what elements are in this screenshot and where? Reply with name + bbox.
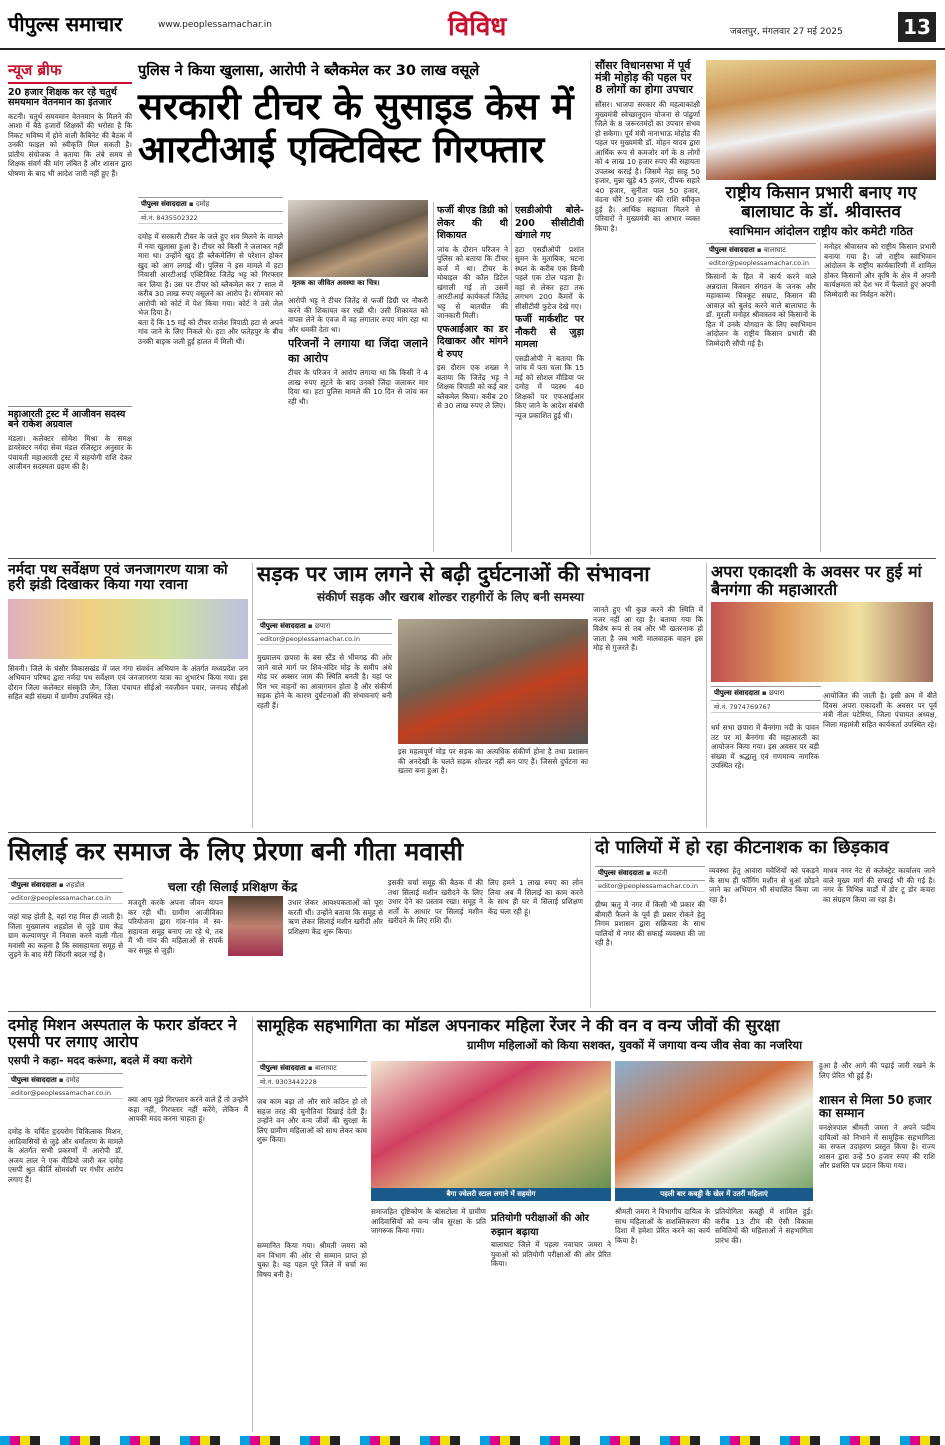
ranger-subhead: प्रतियोगी परीक्षाओं की ओर रुझान बढ़ाया <box>491 1213 589 1238</box>
pesticide-body-col2: व्यवस्था हेतु आवारा मवेशियों को पकड़ने के साथ ही फॉगिंग मशीन से धुआं छोड़ने जाने का अभियान भी संचालित किया जा रहा है। <box>709 866 819 904</box>
traffic-story: सड़क पर जाम लगने से बढ़ी दुर्घटनाओं की संभावना संकीर्ण सड़क और खराब शोल्डर राहगीरों के लिए बनी समस्या पीपुल्स संवाददाता ▪ छपारा editor@peoplessamachar.co.in मुख्यालय छपारा के बस स्टैंड से भीमगढ़ की ओर जाने वाले मार्ग पर शिव-मंदिर मोड़ के समीप अंधे मोड़ पर अक्सर जाम की स्थिति बनती है। यहां पर दिन भर वाहनों का आवागमन होता है और संकीर्ण सड़क होने के कारण दुर्घटनाओं की संभावनाएं बनी रहती हैं। इस महत्वपूर्ण मोड़ पर सड़क का अत्यधिक संकीर्ण होना है तथा प्रशासन की अनदेखी के चलते सड़क शोल्डर नहीं बन पाए हैं। जिससे दुर्घटना का खतरा बना हुआ है। जानते हुए भी कुछ करने की स्थिति में नजर नहीं आ रहा है। बताया गया कि विशेष रूप से तब और भी खतरनाक हो जाता है जब भारी मालवाहक वाहन इस मोड़ से गुजरते हैं। <box>252 563 702 828</box>
traffic-body-col2: इस महत्वपूर्ण मोड़ पर सड़क का अत्यधिक संकीर्ण होना है तथा प्रशासन की अनदेखी के चलते सड़क शोल्डर नहीं बन पाए हैं। जिससे दुर्घटना का खतरा बना हुआ है। <box>398 747 588 775</box>
lead-col1b-text: बता दें कि 15 मई को टीचर राजेश त्रिपाठी हटा से अपने गांव जाने के लिए निकले थे। हटा और फतेहपुर के बीच उनकी बाइक जली हुई हालत में मिली थी। <box>138 317 283 346</box>
byline-place: दमोह <box>195 200 210 208</box>
ranger-photo-caption: बैगा ज्वेलरी स्टाल लगाने में सहयोग <box>371 1188 611 1201</box>
lead-subhead: एफआईआर का डर दिखाकर और मांगने थे रुपए <box>437 323 508 360</box>
byline-mobile: मो.नं. 9303442228 <box>257 1076 367 1088</box>
lead-col2-text: आरोपी भट्ट ने टीचर जितेंद्र से फर्जी डिग्री पर नौकरी करने की शिकायत कर रखी थी। उसी शिकायत को वापस लेने के एवज में वह लगातार रुपए मांग रहा था और धमकी देता था। <box>288 296 428 334</box>
lead-photo-caption: मृतक का जीवित अवस्था का चित्र। <box>288 277 428 290</box>
byline-email: editor@peoplessamachar.co.in <box>8 1088 123 1099</box>
ranger-body-col4: बालाघाट जिले में पहला नवाचार जमरा ने युवाओं को प्रतियोगी परीक्षाओं की ओर प्रेरित किया। <box>491 1240 611 1268</box>
ranger-sidebar <box>819 1061 935 1431</box>
lead-col4 <box>511 202 584 552</box>
lead-kicker: पुलिस ने किया खुलासा, आरोपी ने ब्लैकमेल कर 30 लाख वसूले <box>138 63 480 79</box>
brief-body: कटनी। चतुर्थ समयमान वेतनमान के मिलने की आशा में बैठे हजारों शिक्षकों की भरोसा है कि निकट भविष्य में होने वाली कैबिनेट की बैठक में उनकी फाइल को स्वीकृति मिल सकती है। प्रांतीय संयोजक ने बताया कि लंबे समय से शिक्षक संवर्ग की मांग लंबित है और शासन द्वारा घोषणा के बाद भी आदेश जारी नहीं हुए हैं। <box>8 111 132 178</box>
pesticide-body-col1: ग्रीष्म ऋतु में नगर में किसी भी प्रकार की बीमारी फैलने के पूर्व ही प्रसार रोकने हेतु निगम प्रशासन द्वारा सक्रियता के साथ पालियों में नगर की सफाई व्यवस्था की जा रही है। <box>595 900 705 947</box>
geeta-body-col3: उधार लेकर आवश्यकताओं को पूरा करती थीं। उन्होंने बताया कि समूह से ऋण लेकर सिलाई मशीन खरीदी और प्रशिक्षण केंद्र शुरू किया। <box>288 898 383 936</box>
lead-headline: सरकारी टीचर के सुसाइड केस में आरटीआई एक्टिविस्ट गिरफ्तार <box>138 85 574 171</box>
ranger-body-col2: सम्मानित किया गया। श्रीमती जमरा को वन विभाग की ओर से सम्मान प्राप्त हो चुका है। यह पहल पूरे जिले में चर्चा का विषय बनी है। <box>257 1241 367 1279</box>
byline-mobile: मो.नं. 7974769767 <box>711 701 821 713</box>
traffic-subheadline: संकीर्ण सड़क और खराब शोल्डर राहगीरों के लिए बनी समस्या <box>317 590 584 605</box>
byline-place: शहडोल <box>65 881 85 889</box>
kisan-subheadline: स्वाभिमान आंदोलन राष्ट्रीय कोर कमेटी गठित <box>729 224 913 239</box>
byline-name: पीपुल्स संवाददाता <box>11 1076 57 1085</box>
byline-name: पीपुल्स संवाददाता <box>260 1064 306 1072</box>
traffic-photo <box>398 619 588 744</box>
page-number: 13 <box>898 12 936 42</box>
byline-place: कटनी <box>652 869 668 877</box>
pesticide-story: दो पालियों में हो रहा कीटनाशक का छिड़काव पीपुल्स संवाददाता ▪ कटनी editor@peoplessamachar.co.in ग्रीष्म ऋतु में नगर में किसी भी प्रकार की बीमारी फैलने के पूर्व ही प्रसार रोकने हेतु निगम प्रशासन द्वारा सक्रियता के साथ पालियों में नगर की सफाई व्यवस्था की जा रही है। व्यवस्था हेतु आवारा मवेशियों को पकड़ने के साथ ही फॉगिंग मशीन से धुआं छोड़ने जाने का अभियान भी संचालित किया जा रहा है। माधव नगर नेट से कलेक्ट्रेट कार्यालय जाने वाले मुख्य मार्ग की सफाई भी की गई है। नगर के विभिन्न वार्डों में डोर टू डोर कचरा का संग्रहण किया जा रहा है। <box>590 838 936 1008</box>
lead-col2b-text: टीचर के परिजन ने आरोप लगाया था कि किसी ने 4 लाख रुपए लूटने के बाद उनको जिंदा जलाकर मार दिया था। हटा पुलिस मामले की 10 दिन से जांच कर रही थी। <box>288 368 428 406</box>
kisan-body-col2: मनोहर श्रीवास्तव को राष्ट्रीय किसान प्रभारी बनाया गया है। जो राष्ट्रीय स्वाभिमान आंदोलन के राष्ट्रीय कार्यकारिणी में शामिल होकर किसानों और कृषि के क्षेत्र में अपनी कार्यक्षमता को देश भर में फैलाते हुए अपनी जिम्मेदारी का निर्वहन करेंगे। <box>820 242 936 552</box>
damoh-doctor-story: दमोह मिशन अस्पताल के फरार डॉक्टर ने एसपी पर लगाए आरोप एसपी ने कहा- मदद करूंगा, बदले में क्या करोगे पीपुल्स संवाददाता ▪ दमोह editor@peoplessamachar.co.in दमोह के चर्चित हृदयरोग चिकित्सक मिशन, आदिवासियों से जुड़े और धर्मांतरण के मामले के अंतर्गत सभी प्रकरणों में आरोपी डॉ. अजय लाल ने एक वीडियो जारी कर दमोह एसपी श्रुत कीर्ति सोमवंशी पर गंभीर आरोप लगाए हैं। क्या आप मुझे गिरफ्तार करने वाले हैं तो उन्होंने कहा नहीं, गिरफ्तार नहीं करेंगे, लेकिन मैं आपकी मदद करना चाहता हूं। <box>8 1017 248 1432</box>
lead-col3-text: जांच के दौरान परिजन ने पुलिस को बताया कि टीचर कर्ज में था। टीचर के मोबाइल की कॉल डिटेल खंगाली गई तो उसमें आरटीआई कार्यकर्ता जितेंद्र भट्ट से बातचीत की जानकारी मिली। <box>437 244 508 321</box>
narmada-headline: नर्मदा पथ सर्वेक्षण एवं जनजागरण यात्रा को हरी झंडी दिखाकर किया गया रवाना <box>8 562 228 594</box>
news-brief-label: न्यूज ब्रीफ <box>8 60 132 84</box>
ranger-body-col5: श्रीमती जमरा ने विभागीय दायित्व के साथ महिलाओं के सशक्तिकरण की दिशा में हमेशा प्रेरित करने का कार्य किया है। <box>615 1207 710 1245</box>
lead-col2 <box>288 296 428 552</box>
damoh-body-col1: दमोह के चर्चित हृदयरोग चिकित्सक मिशन, आदिवासियों से जुड़े और धर्मांतरण के मामले के अंतर्गत सभी प्रकरणों में आरोपी डॉ. अजय लाल ने एक वीडियो जारी कर दमोह एसपी श्रुत कीर्ति सोमवंशी पर गंभीर आरोप लगाए हैं। <box>8 1127 123 1184</box>
byline-name: पीपुल्स संवाददाता <box>260 622 306 630</box>
byline-place: दमोह <box>65 1076 80 1085</box>
saunsar-story <box>590 60 700 555</box>
masthead <box>0 0 945 50</box>
ranger-body-col6: प्रतियोगिता कबड्डी में शामिल हुई। करीब 13 टीम की ऐसी विकास समितियों की महिलाओं ने सहभागिता प्रारंभ की। <box>715 1207 813 1245</box>
ranger-headline: सामूहिक सहभागिता का मॉडल अपनाकर महिला रेंजर ने की वन व वन्य जीवों की सुरक्षा <box>257 1016 780 1035</box>
damoh-headline: दमोह मिशन अस्पताल के फरार डॉक्टर ने एसपी पर लगाए आरोप <box>8 1016 237 1052</box>
award-body: वनक्षेत्रपाल श्रीमती जमरा ने अपने पदीय दायित्वों को निभाने में सामूहिक सहभागिता का सफल उदाहरण प्रस्तुत किया है। राज्य शासन द्वारा उन्हें 50 हजार रुपए की राशि और प्रशस्ति पत्र प्रदान किया गया। <box>819 1123 935 1171</box>
byline-place: छपारा <box>314 622 331 630</box>
ranger-story: सामूहिक सहभागिता का मॉडल अपनाकर महिला रेंजर ने की वन व वन्य जीवों की सुरक्षा ग्रामीण महिलाओं को किया सशक्त, युवकों में जगाया वन्य जीव सेवा का नजरिया पीपुल्स संवाददाता ▪ बालाघाट मो.नं. 9303442228 जब काम बढ़ा तो और सारे कठिन हो तो सहज तरह की चुनौतियां दिखाई देती हैं। उन्होंने वन और वन्य जीवों की सुरक्षा के लिए ग्रामीण महिलाओं को साथ लेकर काम शुरू किया। बैगा ज्वेलरी स्टाल लगाने में सहयोग पहली बार कबड्डी के खेल में उतरीं महिलाएं सम्मानित किया गया। श्रीमती जमरा को वन विभाग की ओर से सम्मान प्राप्त हो चुका है। यह पहल पूरे जिले में चर्चा का विषय बनी है। समाजहित दृष्टिकोण के बांसटोला में ग्रामीण आदिवासियों को वन्य जीव सुरक्षा के प्रति जागरूक किया गया। प्रतियोगी परीक्षाओं की ओर रुझान बढ़ाया बालाघाट जिले में पहला नवाचार जमरा ने युवाओं को प्रतियोगी परीक्षाओं की ओर प्रेरित किया। श्रीमती जमरा ने विभागीय दायित्व के साथ महिलाओं के सशक्तिकरण की दिशा में हमेशा प्रेरित करने का कार्य किया है। प्रतियोगिता कबड्डी में शामिल हुई। करीब 13 टीम की ऐसी विकास समितियों की महिलाओं ने सहभागिता प्रारंभ की। हुआ है और आगे की पढ़ाई जारी रखने के लिए प्रेरित भी हुई हैं। शासन से मिला 50 हजार का सम्मान वनक्षेत्रपाल श्रीमती जमरा ने अपने पदीय दायित्वों को निभाने में सामूहिक सहभागिता का सफल उदाहरण प्रस्तुत किया है। राज्य शासन द्वारा उन्हें 50 हजार रुपए की राशि और प्रशस्ति पत्र प्रदान किया गया। <box>252 1017 936 1432</box>
ekadashi-body-col1: धर्म सभा छपारा में बैनगंगा नदी के पावन तट पर मां बैनगंगा की महाआरती का आयोजन किया गया। इस अवसर पर बड़ी संख्या में श्रद्धालु एवं गणमान्य नागरिक उपस्थित रहे। <box>711 723 819 770</box>
section-divider <box>8 1011 936 1012</box>
brief-headline: 20 हजार शिक्षक कर रहे चतुर्थ समयमान वेतनमान का इंतजार <box>8 87 117 109</box>
byline-email: editor@peoplessamachar.co.in <box>8 893 123 904</box>
section-divider <box>8 558 936 559</box>
traffic-body-col3: जानते हुए भी कुछ करने की स्थिति में नजर नहीं आ रहा है। बताया गया कि विशेष रूप से तब और भी खतरनाक हो जाता है जब भारी मालवाहक वाहन इस मोड़ से गुजरते हैं। <box>593 605 703 652</box>
kisan-body-col1: किसानों के हित में कार्य करने वाले अन्नदाता किसान संगठन के जनक और महाकाव्य चित्रकूट सम्राट, किसान की आवाज़ को बुलंद करने वाले बालाघाट के डॉ. मुरली मनोहर श्रीवास्तव को किसानों के हित में उनके योगदान के लिए स्वाभिमान आंदोलन के राष्ट्रीय किसान प्रभारी की जिम्मेदारी सौंपी गई है। <box>706 272 816 348</box>
ranger-photo-kabaddi <box>615 1061 813 1201</box>
brief-body: मंडला। कलेक्टर सोमेश मिश्रा के समक्ष डायरेक्टर नर्मदा सेवा मंडल रजिस्ट्रार अनुसार के पंचायती महाआरती ट्रस्ट में सहयोगी राशि देकर आजीवन सदस्यता ग्रहण की है। <box>8 433 132 472</box>
lead-col3b-text: इस दौरान एक शख्स ने बताया कि जितेंद्र भट्ट ने शिक्षक त्रिपाठी को कई बार ब्लैकमेल किया। करीब 20 से 30 लाख रुपए ले लिए। <box>437 363 508 411</box>
ekadashi-story: अपरा एकादशी के अवसर पर हुई मां बैनगंगा की महाआरती पीपुल्स संवाददाता ▪ छपारा मो.नं. 7974769767 धर्म सभा छपारा में बैनगंगा नदी के पावन तट पर मां बैनगंगा की महाआरती का आयोजन किया गया। इस अवसर पर बड़ी संख्या में श्रद्धालु एवं गणमान्य नागरिक उपस्थित रहे। आयोजित की जाती है। इसी क्रम में बीते दिवस अपरा एकादशी के अवसर पर पूर्व मंत्री नीता पटेरिया, जिला पंचायत अध्यक्ष, जिला महामंत्री सहित कार्यकर्ता उपस्थित रहे। <box>706 563 936 828</box>
byline-name: पीपुल्स संवाददाता <box>714 689 760 698</box>
byline-name: पीपुल्स संवाददाता <box>11 881 57 889</box>
geeta-body-col5: लिए हमने 1 लाख रुपए का लोन लिया अब मैं सिलाई का काम करने के साथ ही घर में सिलाई प्रशिक्षण केंद्र चला रही हूं। <box>488 878 583 916</box>
narmada-story <box>8 563 248 828</box>
brief-headline: महाआरती ट्रस्ट में आजीवन सदस्य बने राकेश अग्रवाल <box>8 406 132 431</box>
news-brief-column <box>8 60 132 555</box>
kisan-photo <box>706 60 936 180</box>
lead-col4b-text: एसडीओपी ने बताया कि जांच में पता चला कि 15 मई को सोशल मीडिया पर दमोह में पदस्थ 40 शिक्षकों पर एफआईआर किए जाने के आदेश संबंधी न्यूज प्रकाशित हुई थी। <box>515 353 584 420</box>
byline-place: बालाघाट <box>763 246 786 255</box>
geeta-headline: सिलाई कर समाज के लिए प्रेरणा बनी गीता मवासी <box>8 837 464 866</box>
lead-col4-text: हटा एसडीओपी प्रशांत सुमन के मुताबिक, घटना स्थल के करीब एक किमी पहले एक टोल पड़ता है। वहां से लेकर हटा तक लगभग 200 कैमरों के सीसीटीवी फुटेज देखे गए। <box>515 244 584 311</box>
ranger-photo-caption: पहली बार कबड्डी के खेल में उतरीं महिलाएं <box>615 1188 813 1201</box>
byline-email: editor@peoplessamachar.co.in <box>257 634 392 645</box>
pesticide-headline: दो पालियों में हो रहा कीटनाशक का छिड़काव <box>595 837 889 858</box>
kisan-story: राष्ट्रीय किसान प्रभारी बनाए गए बालाघाट के डॉ. श्रीवास्तव स्वाभिमान आंदोलन राष्ट्रीय कोर कमेटी गठित पीपुल्स संवाददाता ▪ बालाघाट editor@peoplessamachar.co.in किसानों के हित में कार्य करने वाले अन्नदाता किसान संगठन के जनक और महाकाव्य चित्रकूट सम्राट, किसान की आवाज़ को बुलंद करने वाले बालाघाट के डॉ. मुरली मनोहर श्रीवास्तव को किसानों के हित में उनके योगदान के लिए स्वाभिमान आंदोलन के राष्ट्रीय किसान प्रभारी की जिम्मेदारी सौंपी गई है। मनोहर श्रीवास्तव को राष्ट्रीय किसान प्रभारी बनाया गया है। जो राष्ट्रीय स्वाभिमान आंदोलन के राष्ट्रीय कार्यकारिणी में शामिल होकर किसानों और कृषि के क्षेत्र में अपनी कार्यक्षमता को देश भर में फैलाते हुए अपनी जिम्मेदारी का निर्वहन करेंगे। <box>706 184 936 554</box>
lead-subhead: परिजनों ने लगाया था जिंदा जलाने का आरोप <box>288 337 428 365</box>
website-url: www.peoplessamachar.in <box>158 20 272 30</box>
narmada-photo <box>8 599 248 659</box>
ranger-side-top: हुआ है और आगे की पढ़ाई जारी रखने के लिए प्रेरित भी हुई हैं। <box>819 1061 935 1080</box>
byline-email: editor@peoplessamachar.co.in <box>706 258 816 269</box>
dateline: जबलपुर, मंगलवार 27 मई 2025 <box>730 27 843 37</box>
damoh-subheadline: एसपी ने कहा- मदद करूंगा, बदले में क्या करोगे <box>8 1055 193 1068</box>
geeta-body-col1: जहां चाह होती है, वहां राह मिल ही जाती है। जिला मुख्यालय शहडोल से जुड़े ग्राम केंद्र ग्राम कल्याणपुर में निवास करने वाली गीता मवासी का कहना है कि स्वसहायता समूह से जुड़ने के बाद मेरी जिंदगी बदल गई है। <box>8 912 123 959</box>
byline-name: पीपुल्स संवाददाता <box>709 246 755 255</box>
award-headline: शासन से मिला 50 हजार का सम्मान <box>819 1093 932 1121</box>
narmada-body: सिवनी। जिले के घंसौर विकासखंड में जल गंगा संवर्धन अभियान के अंतर्गत मध्यप्रदेश जन अभियान परिषद द्वारा नर्मदा पथ सर्वेक्षण एवं जनजागरण यात्रा का शुभारंभ किया गया। इस दौरान जिला कलेक्टर संस्कृति जैन, जिला पंचायत सीईओ नवजीवन पवार, जनपद सीईओ सहित बड़ी संख्या में ग्रामीण उपस्थित रहे। <box>8 663 248 702</box>
byline-place: बालाघाट <box>314 1064 337 1072</box>
lead-col1-text: दमोह में सरकारी टीचर के जले हुए शव मिलने के मामले में नया खुलासा हुआ है। टीचर को किसी ने जलाकर नहीं मारा था। उन्होंने खुद ही ब्लैकमेलिंग से परेशान होकर खुद को आग लगाई थी। पुलिस ने इस मामले में हटा निवासी आरटीआई एक्टिविस्ट जितेंद्र भट्ट को गिरफ्तार कर लिया है। उस पर टीचर को ब्लैकमेल कर 7 साल में करीब 30 लाख रुपए वसूलने का आरोप है। सोमवार को आरोपी को कोर्ट में पेश किया गया। कोर्ट ने उसे जेल भेज दिया है। <box>138 232 283 317</box>
ekadashi-photo <box>711 602 933 682</box>
geeta-body-col4: इसकी चर्चा समूह की बैठक में की तथा सिलाई मशीन खरीदने के लिए उधार देने का प्रस्ताव रखा। समूह ने शर्तों के आधार पर सिलाई मशीन खरीदने के लिए राशि दी। <box>388 878 483 925</box>
geeta-body-col2: मजदूरी करके अपना जीवन यापन कर रही थीं। ग्रामीण आजीविका परियोजना द्वारा गांव-गांव में स्व-सहायता समूह बनाए जा रहे थे, तब मैं भी गांव की महिलाओं से संपर्क कर समूह से जुड़ी। <box>128 898 223 955</box>
lead-subhead: फर्जी बीएड डिग्री को लेकर की थी शिकायत <box>437 205 508 242</box>
ranger-body-col3: समाजहित दृष्टिकोण के बांसटोला में ग्रामीण आदिवासियों को वन्य जीव सुरक्षा के प्रति जागरूक किया गया। <box>371 1207 486 1235</box>
geeta-photo <box>228 896 283 956</box>
traffic-body-col1: मुख्यालय छपारा के बस स्टैंड से भीमगढ़ की ओर जाने वाले मार्ग पर शिव-मंदिर मोड़ के समीप अंधे मोड़ पर अक्सर जाम की स्थिति बनती है। यहां पर दिन भर वाहनों का आवागमन होता है और संकीर्ण सड़क होने के कारण दुर्घटनाओं की संभावनाएं बनी रहती हैं। <box>257 653 392 710</box>
section-divider <box>8 832 936 833</box>
lead-story <box>138 60 584 555</box>
ekadashi-body-col2: आयोजित की जाती है। इसी क्रम में बीते दिवस अपरा एकादशी के अवसर पर पूर्व मंत्री नीता पटेरिया, जिला पंचायत अध्यक्ष, जिला महामंत्री सहित कार्यकर्ता उपस्थित रहे। <box>823 691 937 729</box>
lead-col1 <box>138 232 283 552</box>
lead-subhead: एसडीओपी बोले- 200 सीसीटीवी खंगाले गए <box>515 205 584 242</box>
byline-name: पीपुल्स संवाददाता <box>598 869 644 877</box>
ranger-subheadline: ग्रामीण महिलाओं को किया सशक्त, युवकों में जगाया वन्य जीव सेवा का नजरिया <box>467 1038 803 1053</box>
geeta-subheadline: चला रही सिलाई प्रशिक्षण केंद्र <box>168 880 298 894</box>
section-title: विविध <box>448 12 507 42</box>
damoh-body-col2: क्या आप मुझे गिरफ्तार करने वाले हैं तो उन्होंने कहा नहीं, गिरफ्तार नहीं करेंगे, लेकिन मैं आपकी मदद करना चाहता हूं। <box>128 1095 248 1123</box>
ranger-photo-jewelry <box>371 1061 611 1201</box>
pesticide-body-col3: माधव नगर नेट से कलेक्ट्रेट कार्यालय जाने वाले मुख्य मार्ग की सफाई भी की गई है। नगर के विभिन्न वार्डों में डोर टू डोर कचरा का संग्रहण किया जा रहा है। <box>823 866 935 904</box>
lead-byline: पीपुल्स संवाददाता ▪ दमोह मो.नं. 8435502322 <box>138 197 283 224</box>
kisan-headline: राष्ट्रीय किसान प्रभारी बनाए गए बालाघाट के डॉ. श्रीवास्तव <box>725 183 917 222</box>
traffic-headline: सड़क पर जाम लगने से बढ़ी दुर्घटनाओं की संभावना <box>257 562 650 586</box>
print-register-bar <box>0 1436 945 1445</box>
byline-name: पीपुल्स संवाददाता <box>141 200 187 208</box>
ekadashi-headline: अपरा एकादशी के अवसर पर हुई मां बैनगंगा की महाआरती <box>711 562 922 599</box>
ranger-body-col1: जब काम बढ़ा तो और सारे कठिन हो तो सहज तरह की चुनौतियां दिखाई देती हैं। उन्होंने वन और वन्य जीवों की सुरक्षा के लिए ग्रामीण महिलाओं को साथ लेकर काम शुरू किया। <box>257 1097 367 1144</box>
ranger-col4 <box>491 1207 611 1429</box>
lead-col3 <box>433 202 508 552</box>
byline-mobile: मो.नं. 8435502322 <box>138 212 283 224</box>
saunsar-body: सौंसर। भाजपा सरकार की महत्वाकांक्षी मुख्यमंत्री स्वेच्छानुदान योजना से पांढुर्णा जिले के 8 जरूरतमंदों का उपचार संभव हो सकेगा। पूर्व मंत्री नानाभाऊ मोहोड़ की पहल पर मुख्यमंत्री डॉ. मोहन यादव द्वारा आर्थिक रूप से कमजोर वर्ग के 8 लोगों को 4 लाख 10 हजार रुपए की सहायता उपलब्ध कराई है। जिसमें नेहा साहू 50 हजार, मुन्ना खुड़े 45 हजार, दीपक सहारे 40 हजार, सुनीता पाल 50 हजार, वंदना चौरे 50 हजार की राशि स्वीकृत हुई है। आर्थिक सहायता मिलने से परिवारों ने मुख्यमंत्री का आभार व्यक्त किया है। <box>595 100 700 233</box>
byline-place: छपारा <box>768 689 785 698</box>
byline-email: editor@peoplessamachar.co.in <box>595 881 705 892</box>
lead-photo <box>288 200 428 290</box>
lead-subhead: फर्जी मार्कशीट पर नौकरी से जुड़ा मामला <box>515 314 584 351</box>
saunsar-headline: सौंसर विधानसभा में पूर्व मंत्री मोहोड़ की पहल पर 8 लोगों का होगा उपचार <box>595 59 693 97</box>
geeta-story: सिलाई कर समाज के लिए प्रेरणा बनी गीता मवासी पीपुल्स संवाददाता ▪ शहडोल editor@peoplessamachar.co.in चला रही सिलाई प्रशिक्षण केंद्र जहां चाह होती है, वहां राह मिल ही जाती है। जिला मुख्यालय शहडोल से जुड़े ग्राम केंद्र ग्राम कल्याणपुर में निवास करने वाली गीता मवासी का कहना है कि स्वसहायता समूह से जुड़ने के बाद मेरी जिंदगी बदल गई है। मजदूरी करके अपना जीवन यापन कर रही थीं। ग्रामीण आजीविका परियोजना द्वारा गांव-गांव में स्व-सहायता समूह बनाए जा रहे थे, तब मैं भी गांव की महिलाओं से संपर्क कर समूह से जुड़ी। उधार लेकर आवश्यकताओं को पूरा करती थीं। उन्होंने बताया कि समूह से ऋण लेकर सिलाई मशीन खरीदी और प्रशिक्षण केंद्र शुरू किया। इसकी चर्चा समूह की बैठक में की तथा सिलाई मशीन खरीदने के लिए उधार देने का प्रस्ताव रखा। समूह ने शर्तों के आधार पर सिलाई मशीन खरीदने के लिए राशि दी। लिए हमने 1 लाख रुपए का लोन लिया अब मैं सिलाई का काम करने के साथ ही घर में सिलाई प्रशिक्षण केंद्र चला रही हूं। <box>8 838 583 1008</box>
brand-logo: पीपुल्स समाचार <box>8 12 123 36</box>
